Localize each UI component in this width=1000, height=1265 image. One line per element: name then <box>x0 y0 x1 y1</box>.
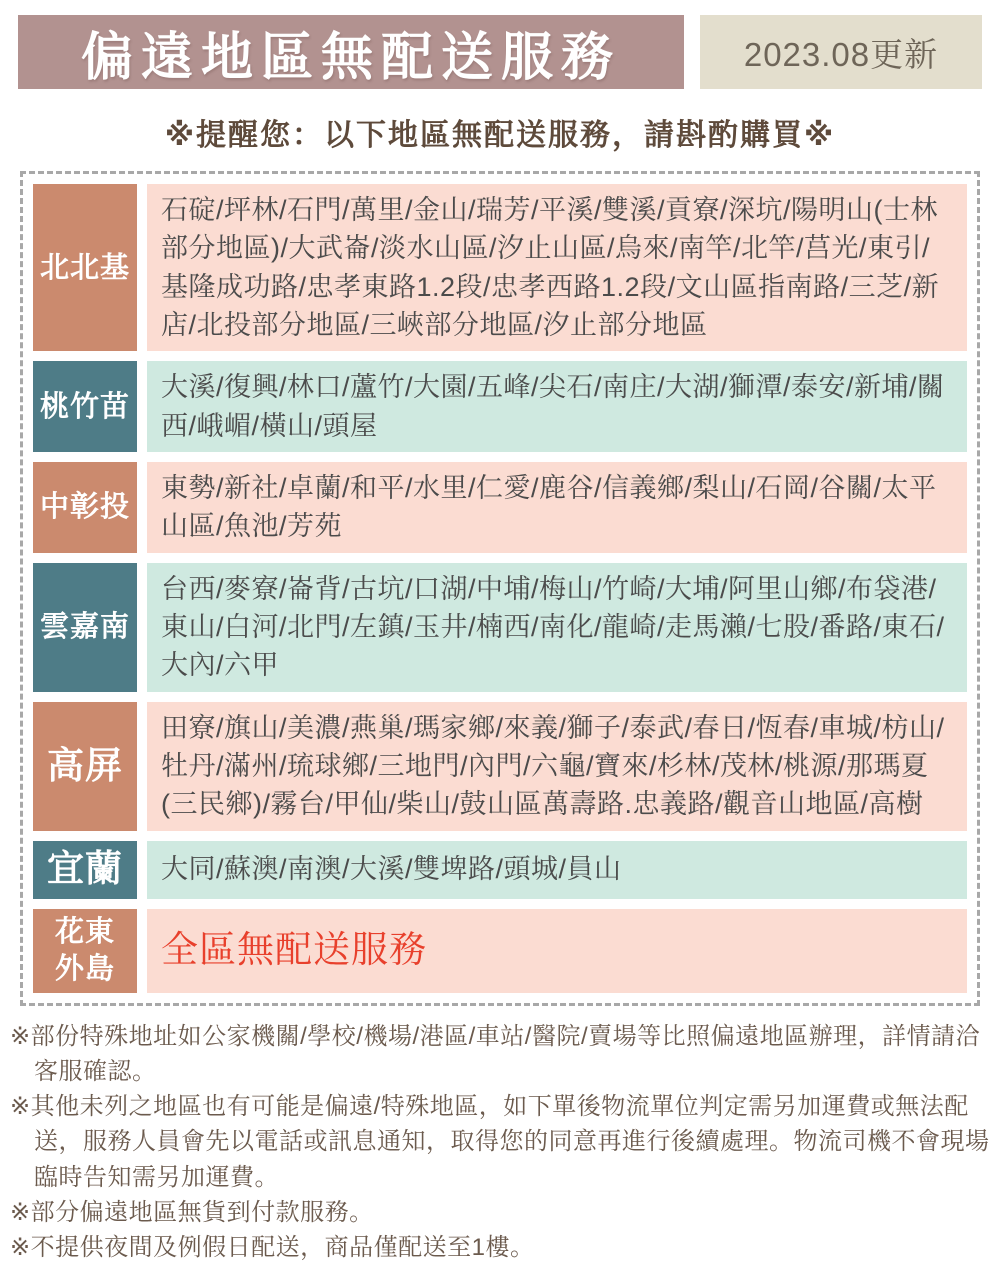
update-date-box <box>700 15 982 89</box>
region-label: 雲嘉南 <box>33 563 137 692</box>
region-areas: 台西/麥寮/崙背/古坑/口湖/中埔/梅山/竹崎/大埔/阿里山鄉/布袋港/東山/白河/北門/左鎮/玉井/楠西/南化/龍崎/走馬瀨/七股/番路/東石/大內/六甲 <box>161 573 945 681</box>
region-areas: 石碇/坪林/石門/萬里/金山/瑞芳/平溪/雙溪/貢寮/深坑/陽明山(士林部分地區)/大武崙/淡水山區/汐止山區/烏來/南竿/北竿/莒光/東引/基隆成功路/忠孝東路1.2段/忠孝西路1.2段/文山區指南路/三芝/新店/北投部分地區/三峽部分地區/汐止部分地區 <box>161 195 940 340</box>
region-row-yilan <box>33 841 967 899</box>
region-row-yunjianan <box>33 563 967 692</box>
region-areas: 東勢/新社/卓蘭/和平/水里/仁愛/鹿谷/信義鄉/梨山/石岡/谷關/太平山區/魚池/芳苑 <box>161 472 937 542</box>
title-banner <box>18 15 684 89</box>
update-date: 2023.08更新 <box>743 35 939 73</box>
note: ※部分偏遠地區無貨到付款服務。 <box>10 1198 374 1226</box>
region-areas: 大同/蘇澳/南澳/大溪/雙埤路/頭城/員山 <box>161 854 622 885</box>
footnotes <box>10 1019 990 1265</box>
region-row-gaoping <box>33 702 967 831</box>
region-row-north <box>33 184 967 351</box>
note: ※其他未列之地區也有可能是偏遠/特殊地區，如下單後物流單位判定需另加運費或無法配送，服務人員會先以電話或訊息通知，取得您的同意再進行後續處理。物流司機不會現場臨時告知需另加運費。 <box>10 1093 990 1191</box>
region-label: 宜蘭 <box>33 841 137 899</box>
region-areas-cell <box>147 361 967 452</box>
region-table <box>20 171 980 1006</box>
region-areas-cell <box>147 841 967 899</box>
region-areas-cell <box>147 184 967 351</box>
region-areas-cell <box>147 702 967 831</box>
note: ※不提供夜間及例假日配送，商品僅配送至1樓。 <box>10 1234 535 1262</box>
region-row-huadong-islands <box>33 909 967 993</box>
region-areas-cell <box>147 909 967 993</box>
region-areas-cell <box>147 462 967 553</box>
region-label: 桃竹苗 <box>33 361 137 452</box>
reminder-subtitle: ※提醒您：以下地區無配送服務，請斟酌購買※ <box>164 119 836 152</box>
region-areas-cell <box>147 563 967 692</box>
region-label: 中彰投 <box>33 462 137 553</box>
region-label: 花東外島 <box>33 909 137 993</box>
page-title: 偏遠地區無配送服務 <box>80 28 621 87</box>
region-row-taozhumiao <box>33 361 967 452</box>
region-areas: 大溪/復興/林口/蘆竹/大園/五峰/尖石/南庄/大湖/獅潭/泰安/新埔/關西/峨嵋/橫山/頭屋 <box>161 372 945 441</box>
region-areas: 田寮/旗山/美濃/燕巢/瑪家鄉/來義/獅子/泰武/春日/恆春/車城/枋山/牡丹/滿州/琉球鄉/三地門/內門/六龜/寶來/杉林/茂林/桃源/那瑪夏(三民鄉)/霧台/甲仙/柴山/鼓山區萬壽路.忠義路/觀音山地區/高樹 <box>161 712 945 820</box>
no-delivery-alert: 全區無配送服務 <box>161 929 427 971</box>
header <box>18 15 982 89</box>
region-row-zhongzhangtou <box>33 462 967 553</box>
region-label: 北北基 <box>33 184 137 351</box>
region-label: 高屏 <box>33 702 137 831</box>
remote-area-notice <box>0 15 1000 1262</box>
note: ※部份特殊地址如公家機關/學校/機場/港區/車站/醫院/賣場等比照偏遠地區辦理，詳情請洽客服確認。 <box>10 1022 981 1085</box>
